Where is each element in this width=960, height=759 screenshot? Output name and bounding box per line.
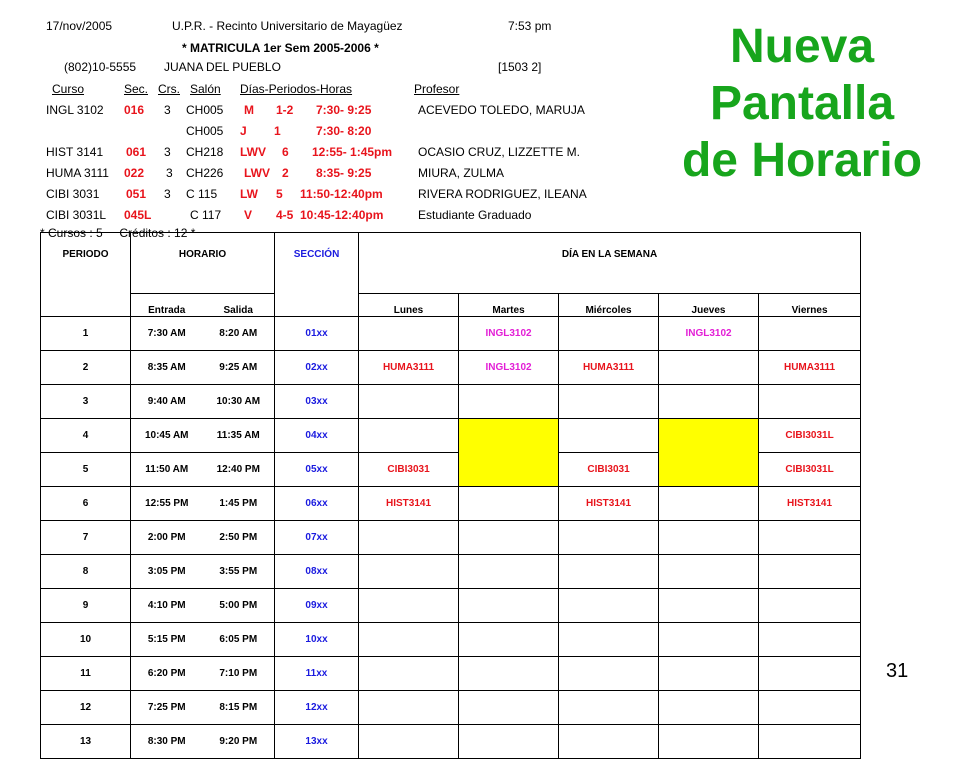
section-cell: 06xx xyxy=(275,487,359,521)
course-room: CH226 xyxy=(186,166,224,180)
friday-cell xyxy=(759,317,861,351)
course-credits: 3 xyxy=(164,103,171,117)
monday-cell: HUMA3111 xyxy=(359,351,459,385)
friday-cell xyxy=(759,555,861,589)
course-room: C 115 xyxy=(186,187,218,201)
header-dias: Días-Periodos-Horas xyxy=(240,82,353,96)
course-periods: 1 xyxy=(274,124,281,138)
monday-cell xyxy=(359,419,459,453)
course-credits: 3 xyxy=(166,166,173,180)
friday-cell xyxy=(759,521,861,555)
header-miercoles: Miércoles xyxy=(559,294,659,317)
title-line-1: Nueva xyxy=(729,20,875,73)
end-time: 11:35 AM xyxy=(203,419,275,453)
wednesday-cell xyxy=(559,385,659,419)
header-salon: Salón xyxy=(190,82,221,96)
course-days: J xyxy=(240,124,247,138)
period-cell: 11 xyxy=(41,657,131,691)
section-cell: 11xx xyxy=(275,657,359,691)
friday-cell: HUMA3111 xyxy=(759,351,861,385)
tuesday-cell: INGL3102 xyxy=(459,351,559,385)
monday-cell xyxy=(359,555,459,589)
start-time: 12:55 PM xyxy=(131,487,203,521)
tuesday-cell xyxy=(459,555,559,589)
course-days: LWV xyxy=(244,166,270,180)
period-cell: 10 xyxy=(41,623,131,657)
start-time: 8:35 AM xyxy=(131,351,203,385)
monday-cell xyxy=(359,623,459,657)
end-time: 1:45 PM xyxy=(203,487,275,521)
course-code: CIBI 3031 xyxy=(46,187,100,201)
header-viernes: Viernes xyxy=(759,294,861,317)
course-periods: 1-2 xyxy=(276,103,294,117)
wednesday-cell xyxy=(559,521,659,555)
end-time: 8:15 PM xyxy=(203,691,275,725)
wednesday-cell: HUMA3111 xyxy=(559,351,659,385)
header-salida: Salida xyxy=(203,294,275,317)
start-time: 6:20 PM xyxy=(131,657,203,691)
section-cell: 04xx xyxy=(275,419,359,453)
end-time: 2:50 PM xyxy=(203,521,275,555)
monday-cell xyxy=(359,317,459,351)
table-row xyxy=(41,657,861,691)
period-cell: 6 xyxy=(41,487,131,521)
course-section: 051 xyxy=(126,187,147,201)
course-hours: 12:55- 1:45pm xyxy=(312,145,393,159)
header-seccion: SECCIÓN xyxy=(275,233,359,317)
course-professor: RIVERA RODRIGUEZ, ILEANA xyxy=(418,187,587,201)
wednesday-cell xyxy=(559,317,659,351)
student-code: [1503 2] xyxy=(498,60,542,74)
period-cell: 4 xyxy=(41,419,131,453)
end-time: 12:40 PM xyxy=(203,453,275,487)
thursday-cell xyxy=(659,487,759,521)
thursday-cell xyxy=(659,351,759,385)
course-hours: 8:35- 9:25 xyxy=(316,166,372,180)
wednesday-cell xyxy=(559,657,659,691)
course-section: 045L xyxy=(124,208,152,222)
header-entrada: Entrada xyxy=(131,294,203,317)
course-code: INGL 3102 xyxy=(46,103,104,117)
matricula-text: * MATRICULA 1er Sem 2005-2006 * xyxy=(182,41,379,55)
monday-cell xyxy=(359,691,459,725)
end-time: 10:30 AM xyxy=(203,385,275,419)
table-row xyxy=(41,623,861,657)
start-time: 4:10 PM xyxy=(131,589,203,623)
friday-cell: CIBI3031L xyxy=(759,453,861,487)
course-code: CIBI 3031L xyxy=(46,208,107,222)
monday-cell xyxy=(359,657,459,691)
table-row xyxy=(41,691,861,725)
section-cell: 08xx xyxy=(275,555,359,589)
student-name: JUANA DEL PUEBLO xyxy=(164,60,281,74)
thursday-cell xyxy=(659,725,759,759)
table-row xyxy=(41,521,861,555)
tuesday-cell xyxy=(459,521,559,555)
course-days: LW xyxy=(240,187,258,201)
friday-cell xyxy=(759,725,861,759)
friday-cell: CIBI3031L xyxy=(759,419,861,453)
course-days: V xyxy=(244,208,253,222)
start-time: 7:25 PM xyxy=(131,691,203,725)
summary-text: * Cursos : 5 Créditos : 12 * xyxy=(40,226,196,240)
wednesday-cell xyxy=(559,555,659,589)
date-text: 17/nov/2005 xyxy=(46,19,113,33)
wednesday-cell: HIST3141 xyxy=(559,487,659,521)
monday-cell xyxy=(359,385,459,419)
section-cell: 12xx xyxy=(275,691,359,725)
course-code: HIST 3141 xyxy=(46,145,104,159)
schedule-table xyxy=(40,232,861,759)
header-dia-semana: DÍA EN LA SEMANA xyxy=(359,233,861,294)
period-cell: 7 xyxy=(41,521,131,555)
period-cell: 9 xyxy=(41,589,131,623)
header-curso: Curso xyxy=(52,82,85,96)
start-time: 5:15 PM xyxy=(131,623,203,657)
thursday-cell xyxy=(659,657,759,691)
table-row xyxy=(41,317,861,351)
course-code: HUMA 3111 xyxy=(46,166,109,180)
course-hours: 7:30- 8:20 xyxy=(316,124,372,138)
table-row xyxy=(41,555,861,589)
title-line-3: de Horario xyxy=(681,134,923,187)
course-hours: 7:30- 9:25 xyxy=(316,103,372,117)
table-row xyxy=(41,589,861,623)
course-room: CH005 xyxy=(186,124,224,138)
tuesday-cell xyxy=(459,385,559,419)
wednesday-cell: CIBI3031 xyxy=(559,453,659,487)
thursday-cell: INGL3102 xyxy=(659,317,759,351)
start-time: 11:50 AM xyxy=(131,453,203,487)
course-periods: 6 xyxy=(282,145,289,159)
course-section: 061 xyxy=(126,145,147,159)
friday-cell xyxy=(759,623,861,657)
thursday-cell xyxy=(659,623,759,657)
start-time: 8:30 PM xyxy=(131,725,203,759)
table-row xyxy=(41,419,861,453)
table-row xyxy=(41,487,861,521)
monday-cell: CIBI3031 xyxy=(359,453,459,487)
start-time: 3:05 PM xyxy=(131,555,203,589)
section-cell: 03xx xyxy=(275,385,359,419)
tuesday-cell xyxy=(459,589,559,623)
course-room: C 117 xyxy=(190,208,222,222)
course-periods: 5 xyxy=(276,187,283,201)
section-cell: 13xx xyxy=(275,725,359,759)
end-time: 7:10 PM xyxy=(203,657,275,691)
start-time: 9:40 AM xyxy=(131,385,203,419)
header-crs: Crs. xyxy=(158,82,180,96)
header-periodo: PERIODO xyxy=(41,233,131,317)
course-hours: 11:50-12:40pm xyxy=(300,187,383,201)
header-martes: Martes xyxy=(459,294,559,317)
slide-title xyxy=(652,18,952,189)
course-professor: MIURA, ZULMA xyxy=(418,166,505,180)
start-time: 10:45 AM xyxy=(131,419,203,453)
monday-cell xyxy=(359,725,459,759)
start-time: 7:30 AM xyxy=(131,317,203,351)
course-credits: 3 xyxy=(164,187,171,201)
end-time: 3:55 PM xyxy=(203,555,275,589)
course-room: CH218 xyxy=(186,145,224,159)
thursday-cell xyxy=(659,521,759,555)
end-time: 5:00 PM xyxy=(203,589,275,623)
tuesday-cell: INGL3102 xyxy=(459,317,559,351)
monday-cell: HIST3141 xyxy=(359,487,459,521)
section-cell: 01xx xyxy=(275,317,359,351)
thursday-cell xyxy=(659,589,759,623)
thursday-highlight-block xyxy=(659,419,759,487)
end-time: 8:20 AM xyxy=(203,317,275,351)
table-row xyxy=(41,351,861,385)
end-time: 9:25 AM xyxy=(203,351,275,385)
end-time: 9:20 PM xyxy=(203,725,275,759)
period-cell: 12 xyxy=(41,691,131,725)
course-credits: 3 xyxy=(164,145,171,159)
start-time: 2:00 PM xyxy=(131,521,203,555)
section-cell: 09xx xyxy=(275,589,359,623)
course-section: 016 xyxy=(124,103,145,117)
tuesday-cell xyxy=(459,691,559,725)
wednesday-cell xyxy=(559,725,659,759)
course-professor: ACEVEDO TOLEDO, MARUJA xyxy=(418,103,585,117)
period-cell: 5 xyxy=(41,453,131,487)
section-cell: 10xx xyxy=(275,623,359,657)
course-professor: Estudiante Graduado xyxy=(418,208,532,222)
period-cell: 1 xyxy=(41,317,131,351)
course-professor: OCASIO CRUZ, LIZZETTE M. xyxy=(418,145,581,159)
period-cell: 2 xyxy=(41,351,131,385)
header-jueves: Jueves xyxy=(659,294,759,317)
time-text: 7:53 pm xyxy=(508,19,552,33)
course-days: M xyxy=(244,103,254,117)
course-room: CH005 xyxy=(186,103,224,117)
tuesday-cell xyxy=(459,623,559,657)
period-cell: 13 xyxy=(41,725,131,759)
friday-cell xyxy=(759,657,861,691)
table-row xyxy=(41,725,861,759)
thursday-cell xyxy=(659,385,759,419)
section-cell: 02xx xyxy=(275,351,359,385)
tuesday-cell xyxy=(459,657,559,691)
page-number: 31 xyxy=(886,660,909,682)
course-periods: 2 xyxy=(282,166,289,180)
period-cell: 3 xyxy=(41,385,131,419)
period-cell: 8 xyxy=(41,555,131,589)
wednesday-cell xyxy=(559,623,659,657)
end-time: 6:05 PM xyxy=(203,623,275,657)
wednesday-cell xyxy=(559,419,659,453)
course-periods: 4-5 xyxy=(276,208,294,222)
wednesday-cell xyxy=(559,691,659,725)
tuesday-highlight-block xyxy=(459,419,559,487)
friday-cell: HIST3141 xyxy=(759,487,861,521)
friday-cell xyxy=(759,385,861,419)
wednesday-cell xyxy=(559,589,659,623)
friday-cell xyxy=(759,691,861,725)
header-lunes: Lunes xyxy=(359,294,459,317)
course-section: 022 xyxy=(124,166,145,180)
monday-cell xyxy=(359,521,459,555)
course-days: LWV xyxy=(240,145,266,159)
thursday-cell xyxy=(659,691,759,725)
friday-cell xyxy=(759,589,861,623)
tuesday-cell xyxy=(459,487,559,521)
header-sec: Sec. xyxy=(124,82,149,96)
section-cell: 07xx xyxy=(275,521,359,555)
course-hours: 10:45-12:40pm xyxy=(300,208,384,222)
institution-text: U.P.R. - Recinto Universitario de Mayagüez xyxy=(172,19,403,33)
header-profesor: Profesor xyxy=(414,82,460,96)
table-row xyxy=(41,385,861,419)
monday-cell xyxy=(359,589,459,623)
section-cell: 05xx xyxy=(275,453,359,487)
student-id: (802)10-5555 xyxy=(64,60,137,74)
tuesday-cell xyxy=(459,725,559,759)
title-line-2: Pantalla xyxy=(709,77,895,130)
header-horario: HORARIO xyxy=(131,233,275,294)
thursday-cell xyxy=(659,555,759,589)
